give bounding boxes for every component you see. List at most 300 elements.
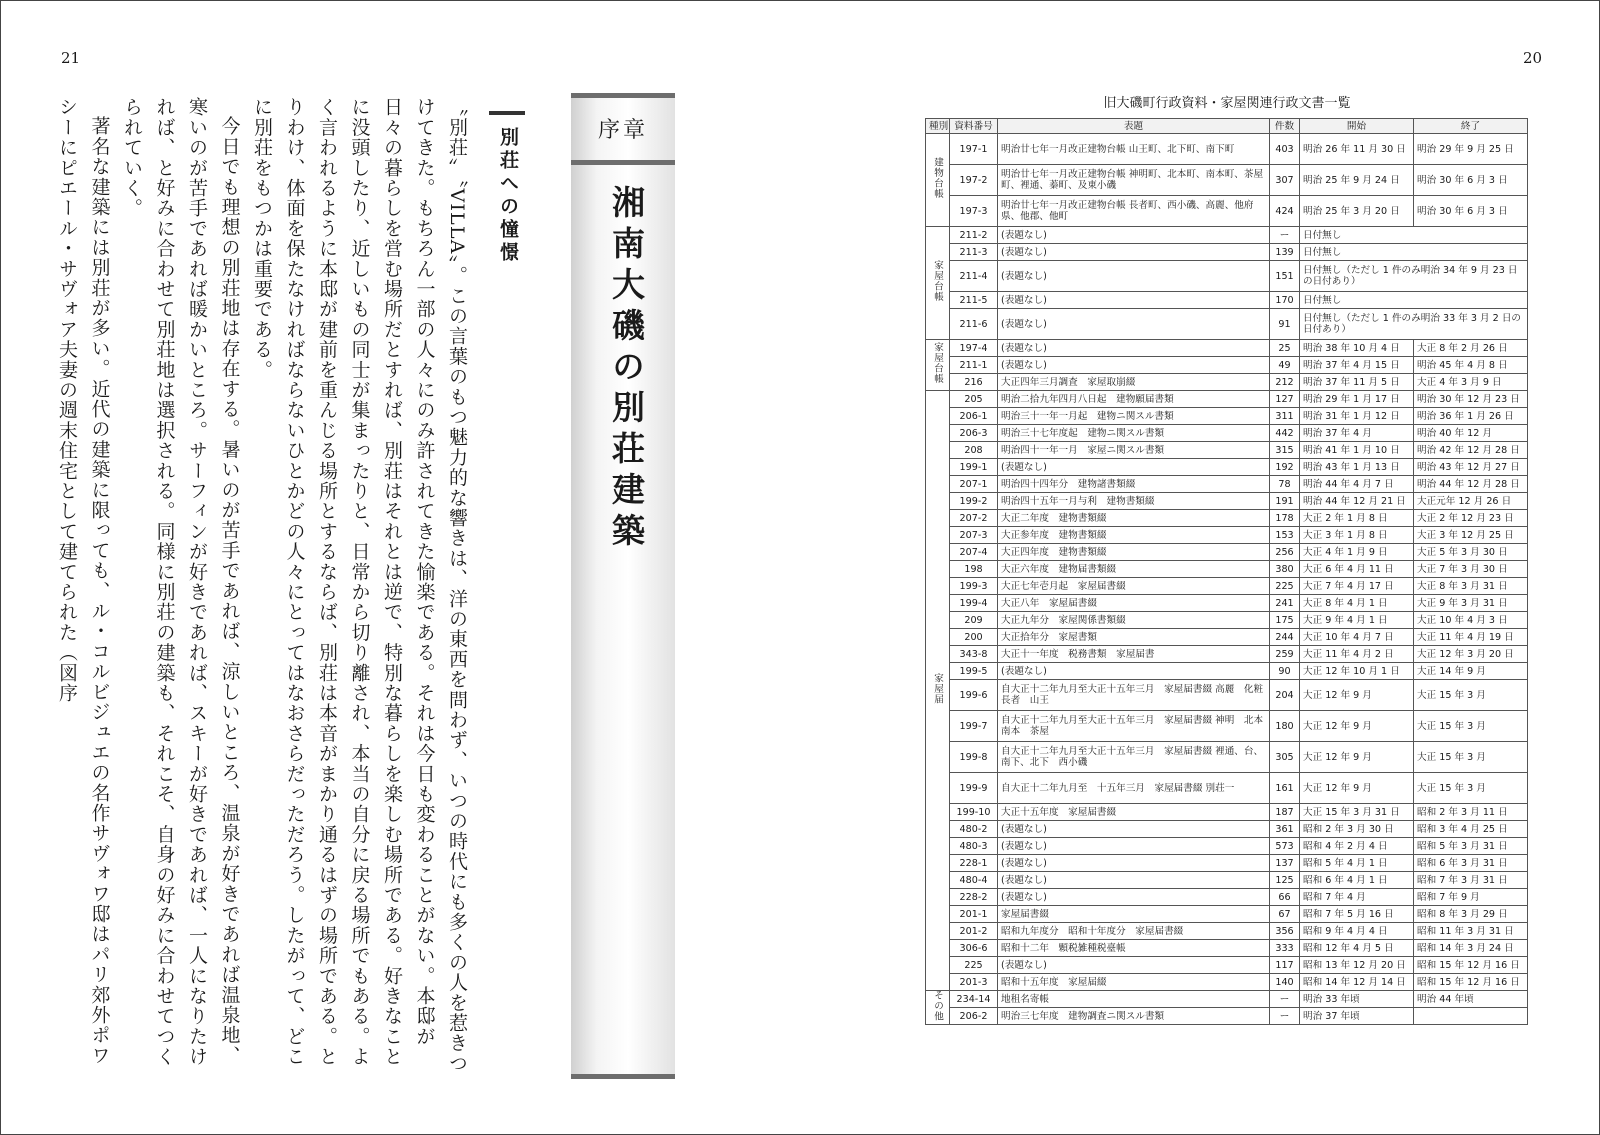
document-count-cell: 175 [1270,612,1300,629]
category-label: 家屋台帳 [932,260,943,303]
header-end: 終了 [1414,119,1528,134]
end-date-cell: 昭和 6 年 3 月 31 日 [1414,855,1528,872]
document-title-cell: (表題なし) [998,889,1270,906]
document-title-cell: 明治三十一年一月起 建物ニ関スル書類 [998,408,1270,425]
table-row [926,196,1528,227]
document-title-cell: 明治四十四年分 建物諸書類綴 [998,476,1270,493]
end-date-cell: 大正元年 12 月 26 日 [1414,493,1528,510]
end-date-cell: 明治 40 年 12 月 [1414,425,1528,442]
document-number-cell: 225 [950,957,998,974]
table-row [926,578,1528,595]
category-label: その他 [932,990,943,1022]
document-number-cell: 207-4 [950,544,998,561]
document-number-cell: 206-2 [950,1008,998,1025]
start-date-cell: 日付無し（ただし 1 件のみ明治 34 年 9 月 23 日の日付あり） [1300,261,1528,292]
document-number-cell: 207-3 [950,527,998,544]
document-number-cell: 199-3 [950,578,998,595]
end-date-cell: 大正 10 年 4 月 3 日 [1414,612,1528,629]
document-number-cell: 199-10 [950,804,998,821]
document-number-cell: 228-2 [950,889,998,906]
category-label: 建物台帳 [932,157,943,200]
start-date-cell: 日付無し [1300,244,1528,261]
document-number-cell: 480-2 [950,821,998,838]
table-row [926,680,1528,711]
document-title-cell: 自大正十二年九月至大正十五年三月 家屋届書綴 高麗 化粧 長者 山王 [998,680,1270,711]
table-row [926,906,1528,923]
document-title-cell: (表題なし) [998,227,1270,244]
document-title-cell: 大正十一年度 税務書類 家屋届書 [998,646,1270,663]
start-date-cell: 明治 26 年 11 月 30 日 [1300,134,1414,165]
category-cell [926,991,950,1025]
table-row [926,838,1528,855]
document-title-cell: 自大正十二年九月至大正十五年三月 家屋届書綴 裡通、台、南下、北下 西小磯 [998,742,1270,773]
document-title-cell: (表題なし) [998,309,1270,340]
table-row [926,544,1528,561]
document-number-cell: 206-1 [950,408,998,425]
document-number-cell: 206-3 [950,425,998,442]
document-number-cell: 211-2 [950,227,998,244]
document-number-cell: 228-1 [950,855,998,872]
end-date-cell: 大正 9 年 3 月 31 日 [1414,595,1528,612]
category-cell [926,391,950,991]
document-count-cell: 137 [1270,855,1300,872]
document-number-cell: 211-3 [950,244,998,261]
start-date-cell: 明治 25 年 3 月 20 日 [1300,196,1414,227]
document-title-cell: (表題なし) [998,872,1270,889]
end-date-cell: 大正 3 年 12 月 25 日 [1414,527,1528,544]
document-title-cell: 明治廿七年一月改正建物台帳 神明町、北本町、南本町、茶屋町、裡通、蓁町、及東小磯 [998,165,1270,196]
start-date-cell: 明治 33 年頃 [1300,991,1414,1008]
document-title-cell: 明治廿七年一月改正建物台帳 長者町、西小磯、高麗、他府県、他郡、他町 [998,196,1270,227]
document-title-cell: (表題なし) [998,957,1270,974]
start-date-cell: 明治 41 年 1 月 10 日 [1300,442,1414,459]
table-row [926,244,1528,261]
chapter-rule [571,1074,675,1079]
end-date-cell: 昭和 11 年 3 月 31 日 [1414,923,1528,940]
table-row [926,855,1528,872]
start-date-cell: 昭和 14 年 12 月 14 日 [1300,974,1414,991]
document-number-cell: 306-6 [950,940,998,957]
end-date-cell: 昭和 7 年 3 月 31 日 [1414,872,1528,889]
end-date-cell: 大正 4 年 3 月 9 日 [1414,374,1528,391]
table-row [926,340,1528,357]
document-count-cell: 305 [1270,742,1300,773]
category-cell [926,340,950,391]
header-start: 開始 [1300,119,1414,134]
start-date-cell: 大正 10 年 4 月 7 日 [1300,629,1414,646]
document-count-cell: 187 [1270,804,1300,821]
document-count-cell: ー [1270,1008,1300,1025]
chapter-band [571,93,675,1079]
document-count-cell: ー [1270,991,1300,1008]
document-title-cell: 自大正十二年九月至大正十五年三月 家屋届書綴 神明 北本 南本 茶屋 [998,711,1270,742]
table-row [926,872,1528,889]
document-title-cell: 明治三十七年度起 建物ニ関スル書類 [998,425,1270,442]
start-date-cell: 明治 37 年 11 月 5 日 [1300,374,1414,391]
documents-table [925,118,1528,1025]
document-number-cell: 200 [950,629,998,646]
section-heading-rule [489,111,525,115]
end-date-cell: 大正 5 年 3 月 30 日 [1414,544,1528,561]
document-title-cell: 大正六年度 建物届書類綴 [998,561,1270,578]
end-date-cell: 大正 15 年 3 月 [1414,773,1528,804]
chapter-title: 湘南大磯の別荘建築 [607,185,646,554]
document-title-cell: 大正九年分 家屋関係書類綴 [998,612,1270,629]
document-number-cell: 197-3 [950,196,998,227]
table-header-row [926,119,1528,134]
document-title-cell: 明治四十五年一月与利 建物書類綴 [998,493,1270,510]
start-date-cell: 大正 2 年 1 月 8 日 [1300,510,1414,527]
table-row [926,227,1528,244]
table-row [926,991,1528,1008]
document-count-cell: 244 [1270,629,1300,646]
end-date-cell: 大正 12 年 3 月 20 日 [1414,646,1528,663]
document-title-cell: (表題なし) [998,261,1270,292]
start-date-cell: 大正 4 年 1 月 9 日 [1300,544,1414,561]
start-date-cell: 大正 12 年 9 月 [1300,711,1414,742]
end-date-cell: 昭和 15 年 12 月 16 日 [1414,957,1528,974]
end-date-cell: 明治 29 年 9 月 25 日 [1414,134,1528,165]
start-date-cell: 大正 12 年 10 月 1 日 [1300,663,1414,680]
chapter-rule [571,93,675,98]
end-date-cell: 昭和 15 年 12 月 16 日 [1414,974,1528,991]
document-number-cell: 201-2 [950,923,998,940]
start-date-cell: 日付無し（ただし 1 件のみ明治 33 年 3 月 2 日の日付あり） [1300,309,1528,340]
start-date-cell: 大正 15 年 3 月 31 日 [1300,804,1414,821]
start-date-cell: 昭和 7 年 4 月 [1300,889,1414,906]
start-date-cell: 大正 12 年 9 月 [1300,773,1414,804]
table-row [926,940,1528,957]
document-number-cell: 205 [950,391,998,408]
document-count-cell: 403 [1270,134,1300,165]
table-row [926,1008,1528,1025]
table-row [926,309,1528,340]
table-row [926,663,1528,680]
document-count-cell: 49 [1270,357,1300,374]
document-count-cell: 256 [1270,544,1300,561]
start-date-cell: 明治 38 年 10 月 4 日 [1300,340,1414,357]
document-title-cell: 大正拾年分 家屋書類 [998,629,1270,646]
table-row [926,357,1528,374]
document-title-cell: 大正七年壱月起 家屋届書綴 [998,578,1270,595]
document-number-cell: 343-8 [950,646,998,663]
end-date-cell: 昭和 3 年 4 月 25 日 [1414,821,1528,838]
document-number-cell: 201-3 [950,974,998,991]
start-date-cell: 大正 12 年 9 月 [1300,742,1414,773]
document-count-cell: 225 [1270,578,1300,595]
table-row [926,527,1528,544]
document-title-cell: 地租名寄帳 [998,991,1270,1008]
body-paragraph: 著名な建築には別荘が多い。近代の建築に限っても、ル・コルビジュエの名作サヴォワ邸はパリ郊外ポワシーにピエール・サヴォア夫妻の週末住宅として建てられた（図序 [56,97,111,1066]
document-number-cell: 199-8 [950,742,998,773]
table-row [926,923,1528,940]
document-title-cell: 昭和九年度分 昭和十年度分 家屋届書綴 [998,923,1270,940]
start-date-cell: 明治 31 年 1 月 12 日 [1300,408,1414,425]
document-number-cell: 197-2 [950,165,998,196]
document-count-cell: 212 [1270,374,1300,391]
document-number-cell: 207-1 [950,476,998,493]
table-row [926,773,1528,804]
start-date-cell: 大正 3 年 1 月 8 日 [1300,527,1414,544]
table-row [926,510,1528,527]
end-date-cell: 昭和 5 年 3 月 31 日 [1414,838,1528,855]
document-count-cell: 333 [1270,940,1300,957]
start-date-cell: 昭和 2 年 3 月 30 日 [1300,821,1414,838]
document-count-cell: 259 [1270,646,1300,663]
start-date-cell: 明治 43 年 1 月 13 日 [1300,459,1414,476]
chapter-label: 序章 [597,118,648,143]
table-row [926,804,1528,821]
category-label: 家屋台帳 [932,342,943,385]
document-number-cell: 199-9 [950,773,998,804]
document-number-cell: 197-1 [950,134,998,165]
document-title-cell: (表題なし) [998,357,1270,374]
document-title-cell: (表題なし) [998,663,1270,680]
document-number-cell: 199-2 [950,493,998,510]
start-date-cell: 昭和 13 年 12 月 20 日 [1300,957,1414,974]
end-date-cell: 大正 7 年 3 月 30 日 [1414,561,1528,578]
document-number-cell: 209 [950,612,998,629]
document-count-cell: 25 [1270,340,1300,357]
document-count-cell: 241 [1270,595,1300,612]
document-number-cell: 234-14 [950,991,998,1008]
section-heading [489,111,529,411]
end-date-cell: 大正 8 年 3 月 31 日 [1414,578,1528,595]
document-title-cell: (表題なし) [998,838,1270,855]
document-number-cell: 211-5 [950,292,998,309]
document-title-cell: (表題なし) [998,821,1270,838]
document-number-cell: 211-1 [950,357,998,374]
document-number-cell: 208 [950,442,998,459]
document-title-cell: 大正十五年度 家屋届書綴 [998,804,1270,821]
end-date-cell: 大正 11 年 4 月 19 日 [1414,629,1528,646]
table-row [926,957,1528,974]
end-date-cell: 明治 44 年頃 [1414,991,1528,1008]
document-count-cell: 204 [1270,680,1300,711]
table-row [926,292,1528,309]
document-number-cell: 199-5 [950,663,998,680]
table-row [926,374,1528,391]
document-title-cell: 昭和十二年 顆税雑種税臺帳 [998,940,1270,957]
table-row [926,612,1528,629]
table-row [926,821,1528,838]
header-title: 表題 [998,119,1270,134]
document-count-cell: 127 [1270,391,1300,408]
end-date-cell: 大正 15 年 3 月 [1414,742,1528,773]
start-date-cell: 明治 37 年頃 [1300,1008,1414,1025]
document-title-cell: (表題なし) [998,292,1270,309]
document-title-cell: 明治四十一年一月 家屋ニ関スル書類 [998,442,1270,459]
end-date-cell: 昭和 2 年 3 月 11 日 [1414,804,1528,821]
document-number-cell: 199-7 [950,711,998,742]
document-number-cell: 211-4 [950,261,998,292]
start-date-cell: 大正 12 年 9 月 [1300,680,1414,711]
start-date-cell: 昭和 12 年 4 月 5 日 [1300,940,1414,957]
table-body [926,134,1528,1025]
document-count-cell: 139 [1270,244,1300,261]
document-number-cell: 199-6 [950,680,998,711]
document-count-cell: 153 [1270,527,1300,544]
document-title-cell: (表題なし) [998,244,1270,261]
document-number-cell: 480-4 [950,872,998,889]
chapter-rule [571,160,675,165]
document-number-cell: 480-3 [950,838,998,855]
end-date-cell: 明治 30 年 6 月 3 日 [1414,196,1528,227]
document-title-cell: 明治廿七年一月改正建物台帳 山王町、北下町、南下町 [998,134,1270,165]
table-row [926,889,1528,906]
end-date-cell: 昭和 7 年 9 月 [1414,889,1528,906]
document-count-cell: 573 [1270,838,1300,855]
table-row [926,165,1528,196]
document-count-cell: 361 [1270,821,1300,838]
end-date-cell: 明治 42 年 12 月 28 日 [1414,442,1528,459]
table-row [926,459,1528,476]
category-cell [926,134,950,227]
document-count-cell: 307 [1270,165,1300,196]
body-paragraph: 今日でも理想の別荘地は存在する。暑いのが苦手であれば、涼しいところ、温泉が好きであれば温泉地、寒いのが苦手であれば暖かいところ。サーフィンが好きであれば、スキーが好きであれば、一人になりたければ、と好みに合わせて別荘地は選択される。同様に別荘の建築も、それこそ、自身の好みに合わせてつくられていく。 [121,97,241,1067]
start-date-cell: 明治 44 年 12 月 21 日 [1300,493,1414,510]
header-count: 件数 [1270,119,1300,134]
document-count-cell: 180 [1270,711,1300,742]
document-count-cell: 125 [1270,872,1300,889]
start-date-cell: 日付無し [1300,292,1528,309]
category-cell [926,227,950,340]
table-title: 旧大磯町行政資料・家屋関連行政文書一覧 [1103,96,1351,111]
end-date-cell: 明治 43 年 12 月 27 日 [1414,459,1528,476]
end-date-cell: 大正 14 年 9 月 [1414,663,1528,680]
start-date-cell: 明治 44 年 4 月 7 日 [1300,476,1414,493]
start-date-cell: 昭和 7 年 5 月 16 日 [1300,906,1414,923]
start-date-cell: 大正 7 年 4 月 17 日 [1300,578,1414,595]
end-date-cell [1414,1008,1528,1025]
document-count-cell: 192 [1270,459,1300,476]
start-date-cell: 昭和 6 年 4 月 1 日 [1300,872,1414,889]
end-date-cell: 明治 45 年 4 月 8 日 [1414,357,1528,374]
document-count-cell: 90 [1270,663,1300,680]
start-date-cell: 明治 37 年 4 月 [1300,425,1414,442]
start-date-cell: 大正 6 年 4 月 11 日 [1300,561,1414,578]
body-paragraph: 〝別荘〟〝VILLA〟。この言葉のもつ魅力的な響きは、洋の東西を問わず、いつの時代にも多くの人を惹きつけてきた。もちろん一部の人々にのみ許されてきた愉楽である。それは今日も変わることがない。本邸が日々の暮らしを営む場所だとすれば、別荘はそれとは逆で、特別な暮らしを楽しむ場所である。好きなことに没頭したり、近しいもの同士が集まったりと、日常から切り離され、本当の自分に戻る場所でもある。よく言われるように本邸が建前を重んじる場所とするならば、別荘は本音がまかり通るはずの場所である。とりわけ、体面を保たなければならないひとかどの人々にとってはなおさらだっただろう。したがって、どこに別荘をもつかは重要である。 [251,97,468,1074]
table-row [926,646,1528,663]
table-row [926,629,1528,646]
document-title-cell: 家屋届書綴 [998,906,1270,923]
document-count-cell: 170 [1270,292,1300,309]
table-row [926,742,1528,773]
end-date-cell: 昭和 8 年 3 月 29 日 [1414,906,1528,923]
end-date-cell: 大正 15 年 3 月 [1414,711,1528,742]
document-title-cell: 大正参年度 建物書類綴 [998,527,1270,544]
document-count-cell: 380 [1270,561,1300,578]
document-title-cell: 自大正十二年九月至 十五年三月 家屋届書綴 別荘一 [998,773,1270,804]
table-row [926,425,1528,442]
document-count-cell: 442 [1270,425,1300,442]
document-number-cell: 199-4 [950,595,998,612]
document-title-cell: 明治二拾九年四月八日起 建物願届書類 [998,391,1270,408]
start-date-cell: 大正 9 年 4 月 1 日 [1300,612,1414,629]
table-row [926,261,1528,292]
start-date-cell: 日付無し [1300,227,1528,244]
start-date-cell: 明治 29 年 1 月 17 日 [1300,391,1414,408]
category-label: 家屋届 [932,673,943,705]
document-count-cell: 161 [1270,773,1300,804]
table-row [926,595,1528,612]
body-text [56,97,473,1077]
document-title-cell: 大正八年 家屋届書綴 [998,595,1270,612]
header-number: 資料番号 [950,119,998,134]
document-count-cell: 191 [1270,493,1300,510]
start-date-cell: 明治 25 年 9 月 24 日 [1300,165,1414,196]
document-count-cell: 117 [1270,957,1300,974]
document-count-cell: 66 [1270,889,1300,906]
document-count-cell: 424 [1270,196,1300,227]
start-date-cell: 昭和 5 年 4 月 1 日 [1300,855,1414,872]
document-count-cell: 91 [1270,309,1300,340]
end-date-cell: 昭和 14 年 3 月 24 日 [1414,940,1528,957]
document-title-cell: (表題なし) [998,459,1270,476]
document-title-cell: 大正四年度 建物書類綴 [998,544,1270,561]
end-date-cell: 明治 44 年 12 月 28 日 [1414,476,1528,493]
start-date-cell: 明治 37 年 4 月 15 日 [1300,357,1414,374]
document-count-cell: 178 [1270,510,1300,527]
table-row [926,974,1528,991]
document-title-cell: (表題なし) [998,855,1270,872]
page-number-right: 20 [1523,49,1543,67]
table-row [926,476,1528,493]
document-title-cell: 大正四年三月調査 家屋取崩綴 [998,374,1270,391]
end-date-cell: 明治 36 年 1 月 26 日 [1414,408,1528,425]
table-row [926,493,1528,510]
end-date-cell: 大正 2 年 12 月 23 日 [1414,510,1528,527]
document-count-cell: ー [1270,227,1300,244]
document-count-cell: 78 [1270,476,1300,493]
document-number-cell: 216 [950,374,998,391]
document-number-cell: 211-6 [950,309,998,340]
table-row [926,408,1528,425]
end-date-cell: 大正 15 年 3 月 [1414,680,1528,711]
document-count-cell: 311 [1270,408,1300,425]
document-title-cell: 明治三七年度 建物調査ニ関スル書類 [998,1008,1270,1025]
table-row [926,134,1528,165]
document-number-cell: 201-1 [950,906,998,923]
document-count-cell: 356 [1270,923,1300,940]
document-count-cell: 315 [1270,442,1300,459]
start-date-cell: 大正 11 年 4 月 2 日 [1300,646,1414,663]
document-number-cell: 198 [950,561,998,578]
document-number-cell: 199-1 [950,459,998,476]
table-row [926,391,1528,408]
table-row [926,561,1528,578]
table-row [926,711,1528,742]
end-date-cell: 大正 8 年 2 月 26 日 [1414,340,1528,357]
start-date-cell: 大正 8 年 4 月 1 日 [1300,595,1414,612]
document-count-cell: 67 [1270,906,1300,923]
page-number-left: 21 [61,49,81,67]
document-title-cell: 大正二年度 建物書類綴 [998,510,1270,527]
document-number-cell: 197-4 [950,340,998,357]
start-date-cell: 昭和 9 年 4 月 4 日 [1300,923,1414,940]
header-type: 種別 [926,119,950,134]
document-count-cell: 151 [1270,261,1300,292]
table-row [926,442,1528,459]
start-date-cell: 昭和 4 年 2 月 4 日 [1300,838,1414,855]
end-date-cell: 明治 30 年 6 月 3 日 [1414,165,1528,196]
document-number-cell: 207-2 [950,510,998,527]
document-title-cell: (表題なし) [998,340,1270,357]
end-date-cell: 明治 30 年 12 月 23 日 [1414,391,1528,408]
section-title: 別荘への憧憬 [497,127,519,265]
document-count-cell: 140 [1270,974,1300,991]
document-title-cell: 昭和十五年度 家屋届綴 [998,974,1270,991]
